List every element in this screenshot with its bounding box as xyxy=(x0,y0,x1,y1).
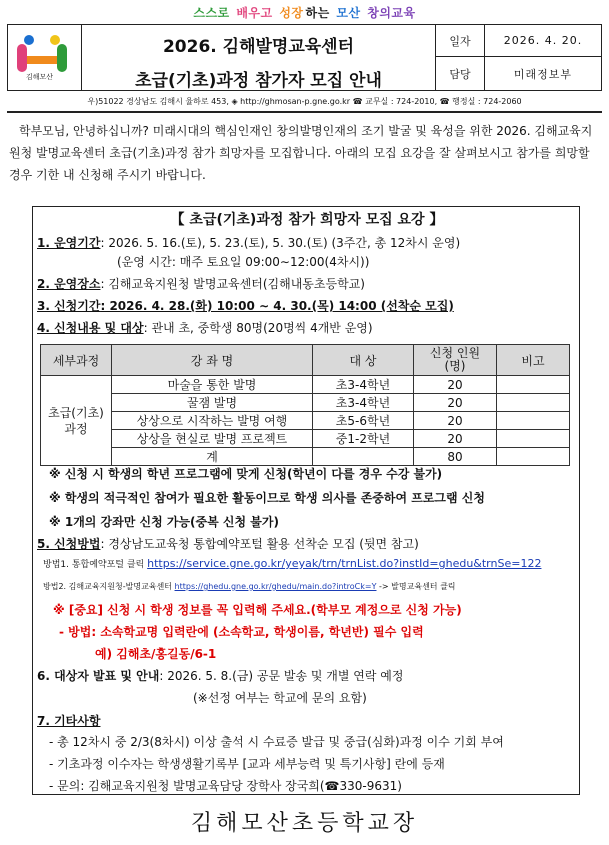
school-address: 우)51022 경상남도 김해시 율하로 453, ◈ http://ghmosan-p.gne.go.kr ☎ 교무실 : 724-2010, ☎ 행정실 : 724-2060 xyxy=(7,93,602,113)
item-5-label: 5. 신청방법 xyxy=(37,537,101,551)
item-3-text: : 2026. 4. 28.(화) 10:00 ∼ 4. 30.(목) 14:00 (선착순 모집) xyxy=(100,299,454,313)
course-note xyxy=(497,376,570,394)
th-course-type: 세부과정 xyxy=(41,345,112,376)
course-name: 상상을 현실로 발명 프로젝트 xyxy=(112,430,313,448)
item-5-text: : 경상남도교육청 통합예약포털 활용 선착순 모집 (뒷면 참고) xyxy=(100,537,419,551)
item-3 xyxy=(37,297,454,314)
item-1-sub: (운영 시간: 매주 토요일 09:00∼12:00(4차시)) xyxy=(117,255,370,269)
table-row xyxy=(41,430,570,448)
note-3: ※ 1개의 강좌만 신청 가능(중복 신청 불가) xyxy=(49,515,279,529)
logo-text: 김해모산 xyxy=(26,73,54,81)
table-row xyxy=(41,376,570,394)
course-note xyxy=(497,412,570,430)
th-target: 대 상 xyxy=(313,345,414,376)
recruitment-box xyxy=(32,206,580,795)
other-line-2: - 기초과정 이수자는 학생생활기록부 [교과 세부능력 및 특기사항] 란에 등재 xyxy=(49,757,445,771)
course-name: 마술을 통한 발명 xyxy=(112,376,313,394)
item-2-label: 2. 운영장소 xyxy=(37,277,101,291)
header-title-1: 2026. 김해발명교육센터 xyxy=(162,37,355,57)
total-label: 계 xyxy=(112,448,313,466)
note-1: ※ 신청 시 학생의 학년 프로그램에 맞게 신청(학년이 다를 경우 수강 불가) xyxy=(49,467,443,481)
way-1-link[interactable]: https://service.gne.go.kr/yeyak/trn/trnList.do?instId=ghedu&trnSe=122 xyxy=(147,557,542,570)
course-name: 상상으로 시작하는 발명 여행 xyxy=(112,412,313,430)
slogan-word-4: 하는 xyxy=(305,6,330,20)
th-course-name: 강 좌 명 xyxy=(112,345,313,376)
header-meta xyxy=(436,25,601,90)
owner-value: 미래정보부 xyxy=(513,67,573,81)
box-title: 【 초급(기초)과정 참가 희망자 모집 요강 】 xyxy=(170,212,444,228)
item-2-text: : 김해교육지원청 발명교육센터(김해내동초등학교) xyxy=(100,277,365,291)
course-table xyxy=(40,344,570,466)
warning-2: - 방법: 소속학교명 입력란에 (소속학교, 학생이름, 학년반) 필수 입력 xyxy=(59,625,424,639)
item-1 xyxy=(37,234,460,251)
intro-paragraph xyxy=(9,120,601,186)
other-line-1: - 총 12차시 중 2/3(8차시) 이상 출석 시 수료증 발급 및 중급(심화)과정 이수 기회 부여 xyxy=(49,735,504,749)
course-target: 초5-6학년 xyxy=(313,412,414,430)
warning-3: 예) 김해초/홍길동/6-1 xyxy=(95,647,217,661)
way-1-label: 방법1. 통합예약포털 클릭 xyxy=(43,560,145,570)
intro-text: 학부모님, 안녕하십니까? 미래시대의 핵심인재인 창의발명인재의 조기 발굴 및 육성을 위한 2026. 김해교육지원청 발명교육센터 초급(기초)과정 참가 희망자를 모집합니다. 아래의 모집 요강을 잘 살펴보시고 참가를 희망할 경우 기한 내 신청해 주시기 바랍니다. xyxy=(9,124,593,182)
course-count: 20 xyxy=(414,376,497,394)
way-1 xyxy=(43,557,541,570)
total-count: 80 xyxy=(414,448,497,466)
header-title-block xyxy=(81,25,436,90)
owner-label: 담당 xyxy=(436,57,485,90)
item-4 xyxy=(37,319,373,336)
item-1-text: : 2026. 5. 16.(토), 5. 23.(토), 5. 30.(토) (3주간, 총 12차시 운영) xyxy=(100,236,461,250)
course-note xyxy=(497,430,570,448)
slogan-word-5: 모산 xyxy=(336,6,361,20)
item-2 xyxy=(37,275,365,292)
course-target: 중1-2학년 xyxy=(313,430,414,448)
item-4-text: : 관내 초, 중학생 80명(20명씩 4개반 운영) xyxy=(143,321,373,335)
course-name: 꿀잼 발명 xyxy=(112,394,313,412)
slogan-word-1: 스스로 xyxy=(193,6,230,20)
item-5 xyxy=(37,535,419,552)
item-1-label: 1. 운영기간 xyxy=(37,236,101,250)
way-2-label: 방법2. 김해교육지원청-발명교육센터 xyxy=(43,582,172,591)
item-4-label: 4. 신청내용 및 대상 xyxy=(37,321,144,335)
slogan xyxy=(0,4,609,21)
warning-1: ※ [중요] 신청 시 학생 정보를 꼭 입력해 주세요.(학부모 계정으로 신청 가능) xyxy=(53,603,462,617)
item-6-label: 6. 대상자 발표 및 안내 xyxy=(37,669,160,683)
issuer-signature: 김해모산초등학교장 xyxy=(190,811,419,836)
course-count: 20 xyxy=(414,430,497,448)
way-2-link[interactable]: https://ghedu.gne.go.kr/ghedu/main.do?introCk=Y xyxy=(174,582,377,591)
date-label: 일자 xyxy=(436,25,485,56)
th-note: 비고 xyxy=(497,345,570,376)
table-row xyxy=(41,394,570,412)
slogan-word-6: 창의교육 xyxy=(367,6,416,20)
note-2: ※ 학생의 적극적인 참여가 필요한 활동이므로 학생 의사를 존중하여 프로그램 신청 xyxy=(49,491,485,505)
slogan-word-3: 성장 xyxy=(279,6,304,20)
course-note xyxy=(497,394,570,412)
item-7-label: 7. 기타사항 xyxy=(37,714,101,728)
course-count: 20 xyxy=(414,412,497,430)
way-2 xyxy=(43,581,456,592)
slogan-word-2: 배우고 xyxy=(236,6,273,20)
table-row xyxy=(41,412,570,430)
th-count: 신청 인원 (명) xyxy=(414,345,497,376)
item-6-text: : 2026. 5. 8.(금) 공문 발송 및 개별 연락 예정 xyxy=(159,669,404,683)
course-target: 초3-4학년 xyxy=(313,394,414,412)
item-6 xyxy=(37,667,403,684)
other-line-3: - 문의: 김해교육지원청 발명교육담당 장학사 장국희(☎330-9631) xyxy=(49,779,402,793)
item-3-label: 3. 신청기간 xyxy=(37,299,101,313)
date-value: 2026. 4. 20. xyxy=(503,34,583,47)
course-target: 초3-4학년 xyxy=(313,376,414,394)
item-6-sub: (※선정 여부는 학교에 문의 요함) xyxy=(193,691,367,705)
way-2-tail: -> 발명교육센터 클릭 xyxy=(379,582,456,591)
course-table-header xyxy=(41,345,570,376)
table-total-row xyxy=(41,448,570,466)
letter-header xyxy=(7,24,602,91)
course-count: 20 xyxy=(414,394,497,412)
course-group: 초급(기초) 과정 xyxy=(41,376,112,466)
header-title-2: 초급(기초)과정 참가자 모집 안내 xyxy=(135,71,382,91)
